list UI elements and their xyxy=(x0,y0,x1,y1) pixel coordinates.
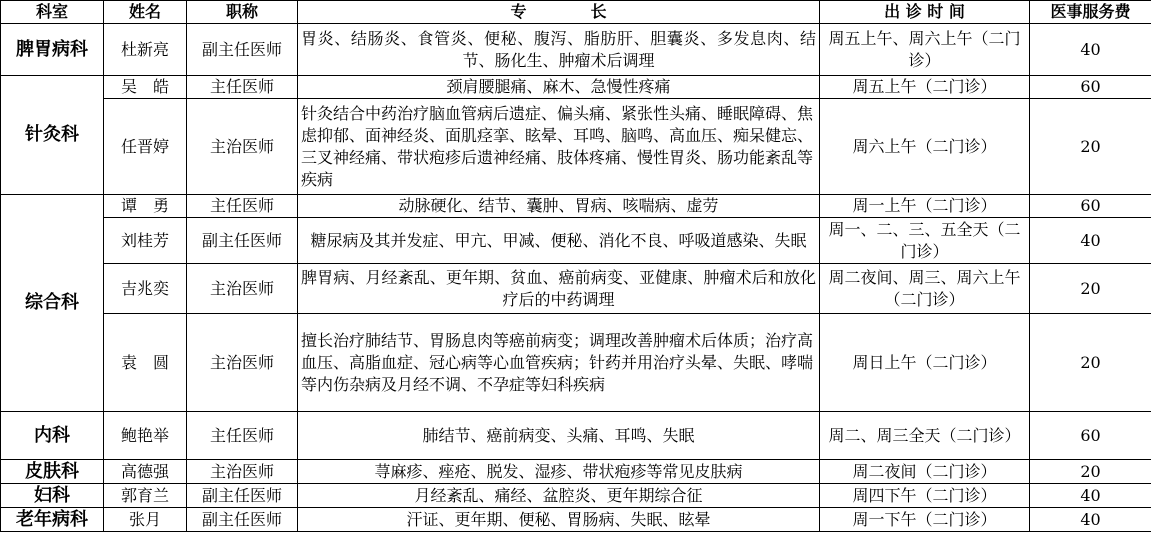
service-fee: 60 xyxy=(1030,195,1151,218)
doctor-specialty: 擅长治疗肺结节、胃肠息肉等癌前病变；调理改善肿瘤术后体质；治疗高血压、高脂血症、冠心病等心血管疾病；针药并用治疗头晕、失眠、哮喘等内伤杂病及月经不调、不孕症等妇科疾病 xyxy=(298,314,820,412)
table-row xyxy=(1,508,1151,532)
table-row xyxy=(1,460,1151,484)
doctor-title: 副主任医师 xyxy=(187,218,298,264)
table-row xyxy=(1,76,1151,99)
department-cell: 综合科 xyxy=(1,195,104,412)
doctor-title: 副主任医师 xyxy=(187,508,298,532)
table-row xyxy=(1,24,1151,76)
table-row xyxy=(1,99,1151,195)
table-row xyxy=(1,314,1151,412)
department-cell: 内科 xyxy=(1,412,104,460)
doctor-schedule: 周五上午（二门诊） xyxy=(820,76,1030,99)
department-cell: 妇科 xyxy=(1,484,104,508)
doctor-name: 鲍艳举 xyxy=(104,412,187,460)
service-fee: 20 xyxy=(1030,264,1151,314)
service-fee: 20 xyxy=(1030,460,1151,484)
header-department: 科室 xyxy=(1,1,104,24)
doctor-name: 吴 皓 xyxy=(104,76,187,99)
doctor-name: 高德强 xyxy=(104,460,187,484)
doctor-specialty: 脾胃病、月经紊乱、更年期、贫血、癌前病变、亚健康、肿瘤术后和放化疗后的中药调理 xyxy=(298,264,820,314)
doctor-title: 主任医师 xyxy=(187,412,298,460)
header-specialty: 专 长 xyxy=(298,1,820,24)
doctor-schedule: 周二、周三全天（二门诊） xyxy=(820,412,1030,460)
table-row xyxy=(1,195,1151,218)
doctor-name: 刘桂芳 xyxy=(104,218,187,264)
doctor-schedule: 周二夜间（二门诊） xyxy=(820,460,1030,484)
doctor-name: 郭育兰 xyxy=(104,484,187,508)
doctor-name: 谭 勇 xyxy=(104,195,187,218)
doctor-specialty: 肺结节、癌前病变、头痛、耳鸣、失眠 xyxy=(298,412,820,460)
header-fee: 医事服务费 xyxy=(1030,1,1151,24)
department-cell: 皮肤科 xyxy=(1,460,104,484)
doctor-specialty: 颈肩腰腿痛、麻木、急慢性疼痛 xyxy=(298,76,820,99)
table-row xyxy=(1,218,1151,264)
header-name: 姓名 xyxy=(104,1,187,24)
doctor-schedule: 周五上午、周六上午（二门诊） xyxy=(820,24,1030,76)
doctor-title: 主任医师 xyxy=(187,195,298,218)
doctor-title: 主治医师 xyxy=(187,99,298,195)
doctor-specialty: 月经紊乱、痛经、盆腔炎、更年期综合征 xyxy=(298,484,820,508)
doctor-name: 杜新亮 xyxy=(104,24,187,76)
doctor-schedule: 周一、二、三、五全天（二门诊） xyxy=(820,218,1030,264)
doctor-specialty: 胃炎、结肠炎、食管炎、便秘、腹泻、脂肪肝、胆囊炎、多发息肉、结节、肠化生、肿瘤术后调理 xyxy=(298,24,820,76)
doctor-title: 副主任医师 xyxy=(187,24,298,76)
doctor-schedule: 周一上午（二门诊） xyxy=(820,195,1030,218)
table-row xyxy=(1,484,1151,508)
department-cell: 老年病科 xyxy=(1,508,104,532)
doctor-schedule: 周二夜间、周三、周六上午（二门诊） xyxy=(820,264,1030,314)
doctor-schedule: 周四下午（二门诊） xyxy=(820,484,1030,508)
department-cell: 脾胃病科 xyxy=(1,24,104,76)
service-fee: 60 xyxy=(1030,76,1151,99)
doctor-specialty: 动脉硬化、结节、囊肿、胃病、咳喘病、虚劳 xyxy=(298,195,820,218)
doctor-title: 副主任医师 xyxy=(187,484,298,508)
service-fee: 40 xyxy=(1030,484,1151,508)
doctor-name: 任晋婷 xyxy=(104,99,187,195)
doctor-title: 主治医师 xyxy=(187,314,298,412)
header-row xyxy=(1,1,1151,24)
service-fee: 40 xyxy=(1030,508,1151,532)
header-schedule: 出 诊 时 间 xyxy=(820,1,1030,24)
doctor-schedule: 周六上午（二门诊） xyxy=(820,99,1030,195)
doctor-specialty: 荨麻疹、痤疮、脱发、湿疹、带状疱疹等常见皮肤病 xyxy=(298,460,820,484)
service-fee: 20 xyxy=(1030,99,1151,195)
doctor-schedule: 周一下午（二门诊） xyxy=(820,508,1030,532)
doctor-specialty: 针灸结合中药治疗脑血管病后遗症、偏头痛、紧张性头痛、睡眠障碍、焦虑抑郁、面神经炎、面肌痉挛、眩晕、耳鸣、脑鸣、高血压、痴呆健忘、三叉神经痛、带状疱疹后遗神经痛、肢体疼痛、慢性胃炎、肠功能紊乱等疾病 xyxy=(298,99,820,195)
doctor-title: 主治医师 xyxy=(187,264,298,314)
doctor-title: 主任医师 xyxy=(187,76,298,99)
header-title: 职称 xyxy=(187,1,298,24)
service-fee: 40 xyxy=(1030,218,1151,264)
service-fee: 40 xyxy=(1030,24,1151,76)
department-cell: 针灸科 xyxy=(1,76,104,195)
table-row xyxy=(1,412,1151,460)
doctor-name: 吉兆奕 xyxy=(104,264,187,314)
doctor-name: 袁 圆 xyxy=(104,314,187,412)
service-fee: 20 xyxy=(1030,314,1151,412)
doctor-specialty: 汗证、更年期、便秘、胃肠病、失眠、眩晕 xyxy=(298,508,820,532)
doctor-specialty: 糖尿病及其并发症、甲亢、甲减、便秘、消化不良、呼吸道感染、失眠 xyxy=(298,218,820,264)
doctor-schedule: 周日上午（二门诊） xyxy=(820,314,1030,412)
doctor-name: 张月 xyxy=(104,508,187,532)
service-fee: 60 xyxy=(1030,412,1151,460)
doctor-title: 主治医师 xyxy=(187,460,298,484)
table-row xyxy=(1,264,1151,314)
